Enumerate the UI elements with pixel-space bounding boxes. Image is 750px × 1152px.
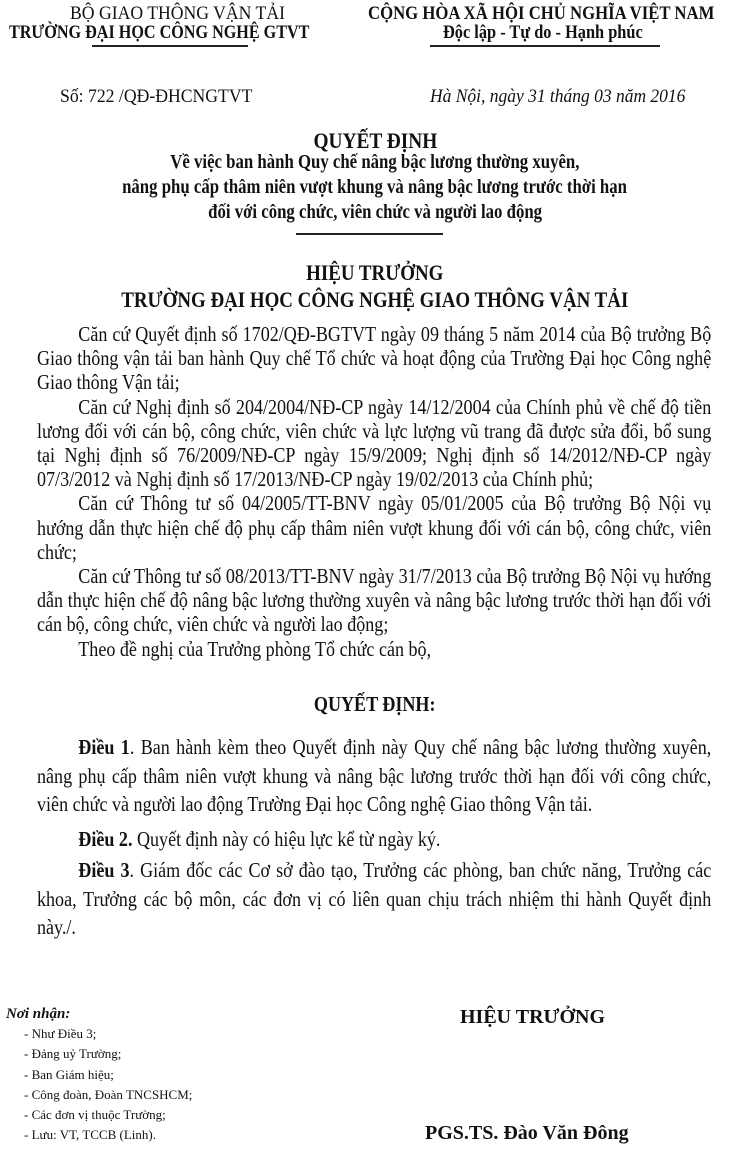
ministry-name: BỘ GIAO THÔNG VẬN TẢI <box>70 3 286 24</box>
header-left-underline <box>92 45 248 47</box>
recipient-item: - Các đơn vị thuộc Trường; <box>24 1107 166 1123</box>
article-label: Điều 1 <box>78 735 130 759</box>
recipient-item: - Đảng uỷ Trường; <box>24 1046 122 1062</box>
subject-line-2: nâng phụ cấp thâm niên vượt khung và nâng bậc lương trước thời hạn <box>122 177 628 198</box>
authority-title: HIỆU TRƯỞNG <box>306 260 444 285</box>
preamble-paragraph: Căn cứ Thông tư số 04/2005/TT-BNV ngày 05/01/2005 của Bộ trưởng Bộ Nội vụ hướng dẫn thực hiện chế độ phụ cấp thâm niên vượt khung đối với cán bộ, công chức, viên chức; <box>37 491 712 564</box>
header-right-underline <box>430 45 660 47</box>
national-motto: Độc lập - Tự do - Hạnh phúc <box>442 22 643 43</box>
national-title: CỘNG HÒA XÃ HỘI CHỦ NGHĨA VIỆT NAM <box>368 3 715 24</box>
signer-name: PGS.TS. Đào Văn Đông <box>425 1122 629 1144</box>
subject-line-1: Về việc ban hành Quy chế nâng bậc lương thường xuyên, <box>170 152 580 173</box>
article-text: Ban hành kèm theo Quyết định này Quy chế nâng bậc lương thường xuyên, nâng phụ cấp thâm niên vượt khung và nâng bậc lương trước thời hạn đối với công chức, viên chức và người lao động Trường Đại học Công nghệ Giao thông Vận tải. <box>37 735 712 816</box>
school-name: TRƯỜNG ĐẠI HỌC CÔNG NGHỆ GTVT <box>9 22 310 43</box>
article-3: Điều 3. Giám đốc các Cơ sở đào tạo, Trưởng các phòng, ban chức năng, Trưởng các khoa, Trưởng các bộ môn, các đơn vị có liên quan chịu trách nhiệm thi hành Quyết định này./. <box>37 858 712 939</box>
article-label: Điều 2. <box>78 826 133 851</box>
authority-school: TRƯỜNG ĐẠI HỌC CÔNG NGHỆ GIAO THÔNG VẬN TẢI <box>121 287 629 312</box>
article-text: Giám đốc các Cơ sở đào tạo, Trưởng các phòng, ban chức năng, Trưởng các khoa, Trưởng các bộ môn, các đơn vị có liên quan chịu trách nhiệm thi hành Quyết định này./. <box>37 858 712 939</box>
place-date: Hà Nội, ngày 31 tháng 03 năm 2016 <box>430 86 686 107</box>
article-text: Quyết định này có hiệu lực kể từ ngày ký. <box>136 826 441 851</box>
preamble <box>37 322 711 661</box>
article-label: Điều 3 <box>78 858 130 882</box>
signer-title: HIỆU TRƯỞNG <box>460 1006 606 1028</box>
document-title: QUYẾT ĐỊNH <box>313 128 437 153</box>
recipient-item: - Lưu: VT, TCCB (Linh). <box>24 1127 156 1143</box>
article-1: Điều 1. Ban hành kèm theo Quyết định này Quy chế nâng bậc lương thường xuyên, nâng phụ cấp thâm niên vượt khung và nâng bậc lương trước thời hạn đối với công chức, viên chức và người lao động Trường Đại học Công nghệ Giao thông Vận tải. <box>37 735 712 816</box>
decision-heading: QUYẾT ĐỊNH: <box>314 692 436 716</box>
document-number: Số: 722 /QĐ-ĐHCNGTVT <box>60 86 253 107</box>
articles <box>37 733 711 942</box>
recipients-label: Nơi nhận: <box>6 1006 71 1022</box>
recipient-item: - Ban Giám hiệu; <box>24 1066 114 1082</box>
subject-underline <box>296 233 443 235</box>
subject-line-3: đối với công chức, viên chức và người lao động <box>208 202 542 223</box>
article-2 <box>37 825 711 854</box>
preamble-paragraph: Căn cứ Quyết định số 1702/QĐ-BGTVT ngày 09 tháng 5 năm 2014 của Bộ trưởng Bộ Giao thông vận tải ban hành Quy chế Tổ chức và hoạt động của Trường Đại học Công nghệ Giao thông Vận tải; <box>37 322 712 395</box>
recipients-list <box>24 1024 192 1146</box>
preamble-paragraph: Theo đề nghị của Trưởng phòng Tổ chức cán bộ, <box>78 636 432 661</box>
preamble-paragraph: Căn cứ Nghị định số 204/2004/NĐ-CP ngày 14/12/2004 của Chính phủ về chế độ tiền lương đối với cán bộ, công chức, viên chức và lực lượng vũ trang đã được sửa đổi, bổ sung tại Nghị định số 76/2009/NĐ-CP ngày 15/9/2009; Nghị định số 14/2012/NĐ-CP ngày 07/3/2012 và Nghị định số 17/2013/NĐ-CP ngày 19/02/2013 của Chính phủ; <box>37 394 712 492</box>
recipient-item: - Như Điều 3; <box>24 1026 97 1041</box>
preamble-paragraph: Căn cứ Thông tư số 08/2013/TT-BNV ngày 31/7/2013 của Bộ trưởng Bộ Nội vụ hướng dẫn thực hiện chế độ nâng bậc lương thường xuyên và nâng bậc lương trước thời hạn đối với cán bộ, công chức, viên chức và người lao động; <box>37 564 712 637</box>
recipient-item: - Công đoàn, Đoàn TNCSHCM; <box>24 1086 193 1102</box>
